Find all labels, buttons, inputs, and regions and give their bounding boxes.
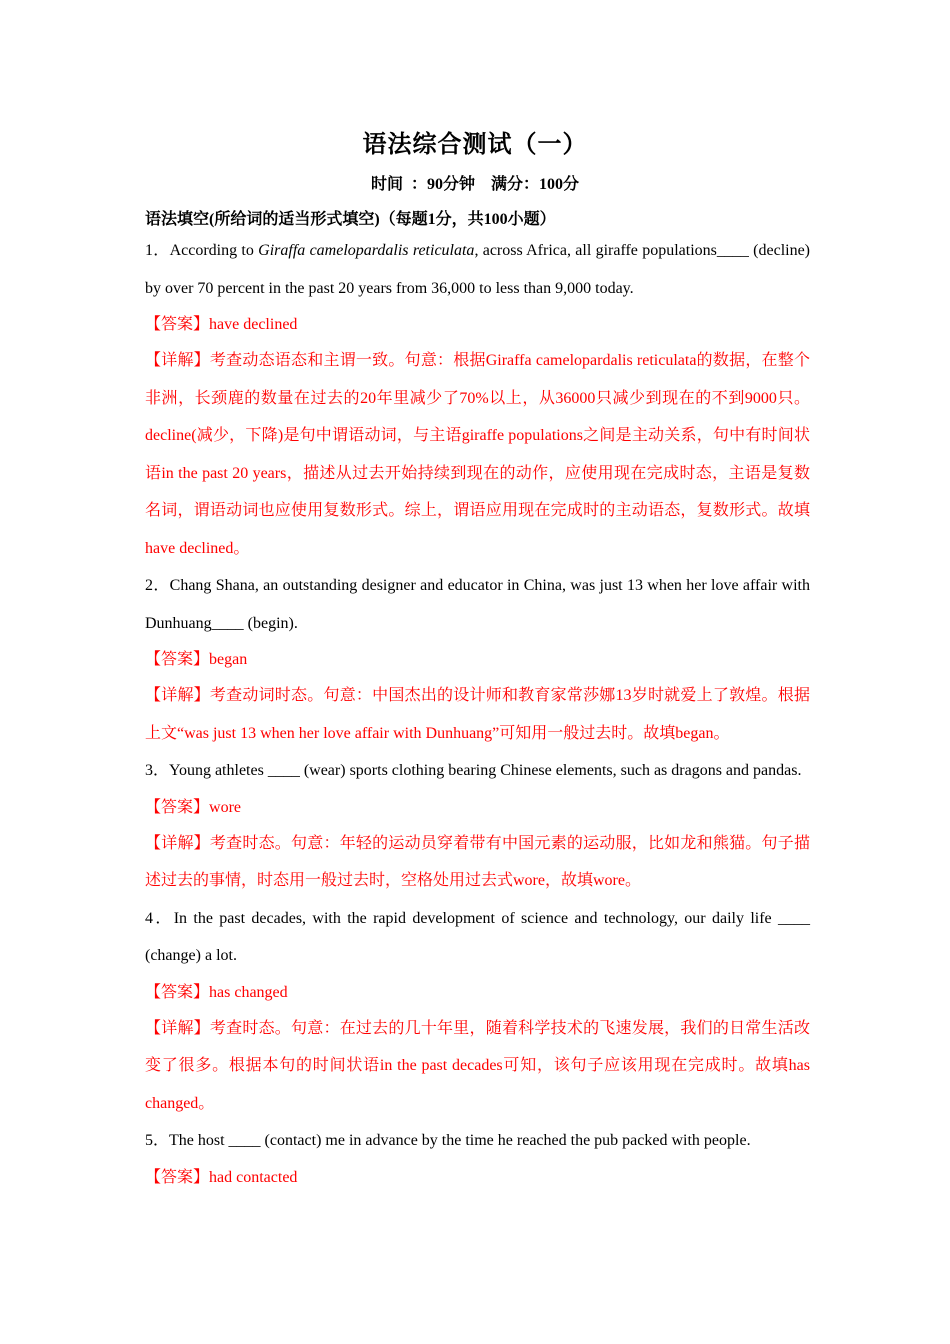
answer-1 [145, 307, 810, 342]
detail-label: 【详解】 [145, 352, 210, 369]
answer-2 [145, 642, 810, 677]
answer-3 [145, 790, 810, 825]
detail-text: 考查动词时态。句意：中国杰出的设计师和教育家常莎娜13岁时就爱上了敦煌。根据上文“was just 13 when her love affair with Dunhuang”可知用一般过去时。故填began。 [145, 687, 810, 742]
answer-label: 【答案】 [145, 651, 210, 668]
question-1-suffix: , across Africa, all giraffe populations____ (decline) by over 70 percent in the past 20 years from 36,000 to less than 9,000 today. [145, 242, 811, 297]
answer-5 [145, 1160, 810, 1195]
question-1-prefix: 1．According to [145, 242, 259, 259]
detail-1 [145, 342, 810, 567]
answer-text: has changed [209, 983, 288, 1001]
section-heading: 语法填空(所给词的适当形式填空)（每题1分，共100小题） [145, 211, 556, 228]
answer-label: 【答案】 [145, 316, 210, 333]
question-1-species: Giraffa camelopardalis reticulata [258, 242, 475, 259]
question-1 [145, 232, 810, 307]
detail-label: 【详解】 [145, 687, 210, 704]
detail-text: 考查动态语态和主谓一致。句意：根据Giraffa camelopardalis reticulata的数据，在整个非洲，长颈鹿的数量在过去的20年里减少了70%以上，从36000只减少到现在的不到9000只。decline(减少，下降)是句中谓语动词，与主语giraffe populations之间是主动关系，句中有时间状语in the past 20 years，描述从过去开始持续到现在的动作，应使用现在完成时态，主语是复数名词，谓语动词也应使用复数形式。综上，谓语应用现在完成时的主动语态，复数形式。故填have declined。 [145, 352, 810, 557]
detail-text: 考查时态。句意：年轻的运动员穿着带有中国元素的运动服，比如龙和熊猫。句子描述过去的事情，时态用一般过去时，空格处用过去式wore，故填wore。 [145, 834, 810, 889]
answer-4 [145, 975, 810, 1010]
page-title: 语法综合测试（一） [362, 132, 588, 158]
detail-label: 【详解】 [145, 1019, 210, 1037]
question-list [145, 232, 810, 1195]
answer-text: wore [209, 798, 241, 816]
question-2: 2．Chang Shana, an outstanding designer and educator in China, was just 13 when her love affair with Dunhuang____ (begin). [145, 577, 810, 632]
answer-label: 【答案】 [145, 798, 210, 816]
answer-text: have declined [209, 316, 298, 333]
answer-label: 【答案】 [145, 1168, 210, 1186]
exam-info: 时间 ：90分钟 满分：100分 [370, 176, 579, 193]
detail-label: 【详解】 [145, 834, 210, 852]
question-3: 3．Young athletes ____ (wear) sports clothing bearing Chinese elements, such as dragons and pandas. [145, 762, 802, 779]
answer-text: began [209, 651, 248, 668]
answer-text: had contacted [209, 1168, 298, 1186]
answer-label: 【答案】 [145, 983, 210, 1001]
detail-text: 考查时态。句意：在过去的几十年里，随着科学技术的飞速发展，我们的日常生活改变了很多。根据本句的时间状语in the past decades可知，该句子应该用现在完成时。故填has changed。 [145, 1019, 810, 1112]
detail-2 [145, 677, 810, 752]
question-5: 5．The host ____ (contact) me in advance by the time he reached the pub packed with people. [145, 1132, 751, 1149]
detail-3 [145, 825, 810, 900]
question-4: 4．In the past decades, with the rapid development of science and technology, our daily life ____ (change) a lot. [145, 909, 810, 964]
detail-4 [145, 1010, 810, 1123]
